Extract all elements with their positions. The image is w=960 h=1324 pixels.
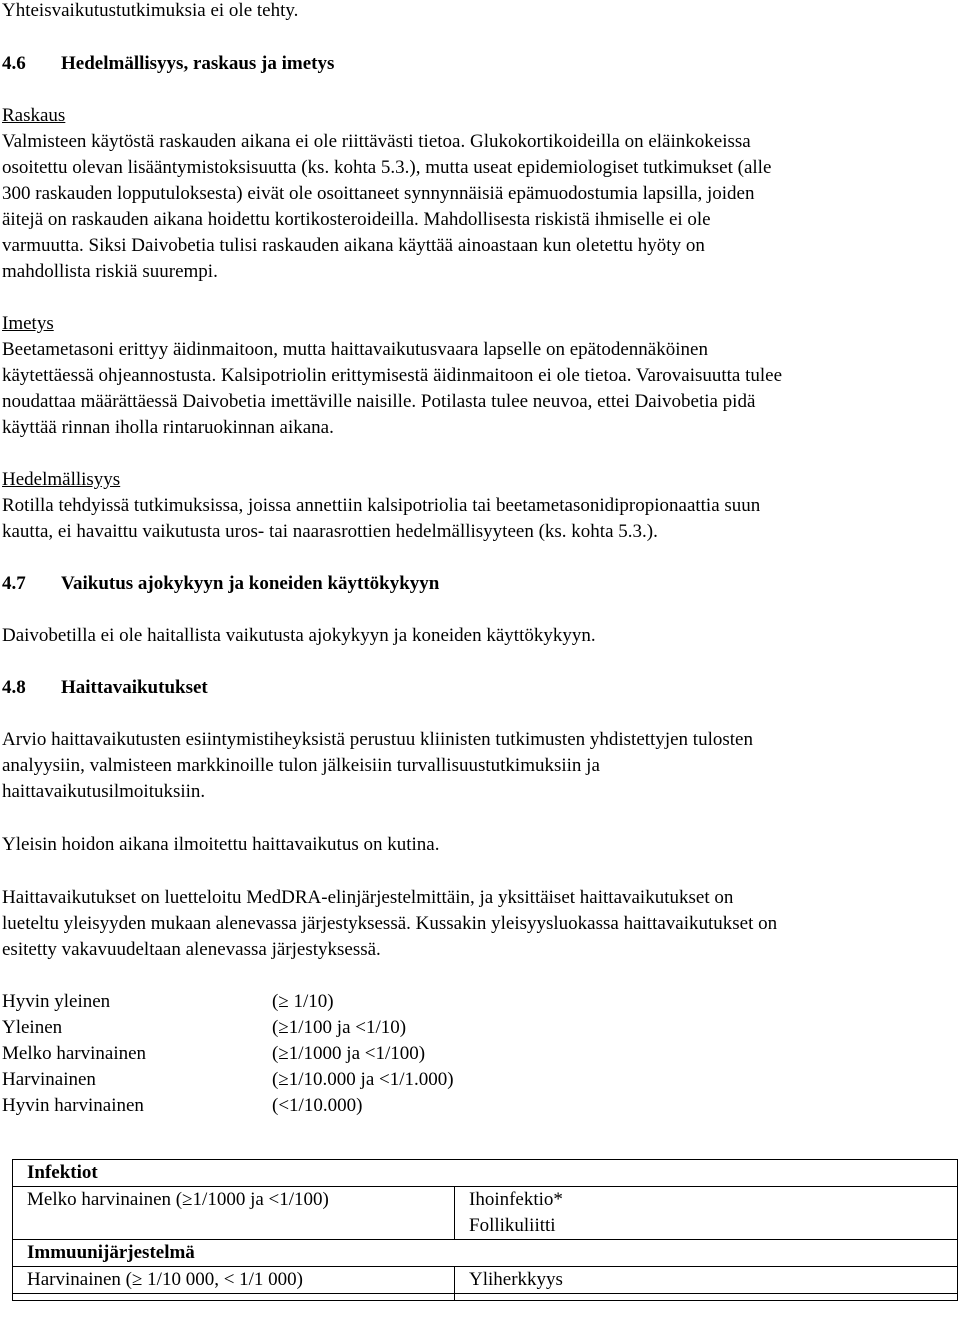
raskaus-line: varmuutta. Siksi Daivobetia tulisi raskauden aikana käyttää ainoastaan kun oletettu hyöty on xyxy=(2,235,705,256)
paragraph-line: haittavaikutusilmoituksiin. xyxy=(2,781,206,802)
organ-class-heading: Immuunijärjestelmä xyxy=(13,1240,958,1267)
raskaus-line: 300 raskauden lopputuloksesta) eivät ole osoittaneet synnynnäisiä epämuodostumia lapsilla, joiden xyxy=(2,183,755,204)
imetys-line: käytettäessä ohjeannostusta. Kalsipotriolin erittymisestä äidinmaitoon ei ole tietoa. Varovaisuutta tulee xyxy=(2,365,783,386)
frequency-range: (≥ 1/10) xyxy=(272,991,334,1012)
paragraph-line: analyysiin, valmisteen markkinoille tulon jälkeisiin turvallisuustutkimuksiin ja xyxy=(2,755,600,776)
imetys-line: noudattaa määrättäessä Daivobetia imettäville naisille. Potilasta tulee neuvoa, ettei Daivobetia pidä xyxy=(2,391,756,412)
intro-text: Yhteisvaikutustutkimuksia ei ole tehty. xyxy=(2,0,299,21)
raskaus-line: mahdollista riskiä suurempi. xyxy=(2,261,218,282)
section-title: Vaikutus ajokykyyn ja koneiden käyttökykyyn xyxy=(61,573,440,594)
paragraph-line: esitetty vakavuudeltaan alenevassa järjestyksessä. xyxy=(2,939,381,960)
section-number: 4.8 xyxy=(2,677,26,698)
paragraph-line: lueteltu yleisyyden mukaan alenevassa järjestyksessä. Kussakin yleisyysluokassa haittavaikutukset on xyxy=(2,913,778,934)
paragraph-line: Haittavaikutukset on luetteloitu MedDRA-elinjärjestelmittäin, ja yksittäiset haittavaikutukset on xyxy=(2,887,734,908)
frequency-cell: Melko harvinainen (≥1/1000 ja <1/100) xyxy=(13,1187,455,1240)
paragraph-line: Arvio haittavaikutusten esiintymistiheyksistä perustuu kliinisten tutkimusten yhdistettyjen tulosten xyxy=(2,729,753,750)
raskaus-line: äitejä on raskauden aikana hoidettu kortikosteroideilla. Mahdollisesta riskistä ihmiselle ei ole xyxy=(2,209,711,230)
organ-class-heading: Infektiot xyxy=(13,1160,958,1187)
document-page xyxy=(2,0,952,1119)
hedelmallisyys-heading: Hedelmällisyys xyxy=(2,469,121,490)
raskaus-heading: Raskaus xyxy=(2,105,66,126)
section-4-8-heading xyxy=(2,675,952,701)
frequency-list xyxy=(2,989,952,1119)
frequency-range: (<1/10.000) xyxy=(272,1095,363,1116)
table-row xyxy=(13,1187,958,1240)
effects-cell: Yliherkkyys xyxy=(455,1267,958,1294)
raskaus-line: osoitettu olevan lisääntymistoksisuutta (ks. kohta 5.3.), mutta useat epidemiologiset tutkimukset (alle xyxy=(2,157,772,178)
section-number: 4.7 xyxy=(2,573,26,594)
section-4-7-heading xyxy=(2,571,952,597)
imetys-heading: Imetys xyxy=(2,313,54,334)
section-title: Haittavaikutukset xyxy=(61,677,208,698)
hedelmallisyys-line: kautta, ei havaittu vaikutusta uros- tai naarasrottien hedelmällisyyteen (ks. kohta 5.3.). xyxy=(2,521,658,542)
frequency-label: Hyvin yleinen xyxy=(2,991,111,1012)
section-4-6-heading xyxy=(2,51,952,77)
table-spacer xyxy=(13,1294,455,1301)
table-spacer xyxy=(455,1294,958,1301)
table-row xyxy=(13,1160,958,1187)
table-row xyxy=(13,1294,958,1301)
frequency-label: Hyvin harvinainen xyxy=(2,1095,144,1116)
imetys-line: käyttää rinnan iholla rintaruokinnan aikana. xyxy=(2,417,334,438)
frequency-range: (≥1/100 ja <1/10) xyxy=(272,1017,407,1038)
imetys-line: Beetametasoni erittyy äidinmaitoon, mutta haittavaikutusvaara lapselle on epätodennäköinen xyxy=(2,339,708,360)
effects-cell xyxy=(455,1187,958,1240)
frequency-label: Yleinen xyxy=(2,1017,63,1038)
section-title: Hedelmällisyys, raskaus ja imetys xyxy=(61,53,335,74)
adverse-effects-table xyxy=(12,1159,958,1301)
effect-item: Ihoinfektio* xyxy=(469,1189,563,1210)
paragraph-line: Yleisin hoidon aikana ilmoitettu haittavaikutus on kutina. xyxy=(2,834,440,855)
hedelmallisyys-line: Rotilla tehdyissä tutkimuksissa, joissa annettiin kalsipotriolia tai beetametasonidipropionaattia suun xyxy=(2,495,761,516)
frequency-range: (≥1/1000 ja <1/100) xyxy=(272,1043,426,1064)
effect-item: Follikuliitti xyxy=(469,1215,556,1236)
frequency-label: Melko harvinainen xyxy=(2,1043,147,1064)
frequency-label: Harvinainen xyxy=(2,1069,96,1090)
frequency-cell: Harvinainen (≥ 1/10 000, < 1/1 000) xyxy=(13,1267,455,1294)
table-row xyxy=(13,1240,958,1267)
frequency-range: (≥1/10.000 ja <1/1.000) xyxy=(272,1069,454,1090)
raskaus-line: Valmisteen käytöstä raskauden aikana ei ole riittävästi tietoa. Glukokortikoideilla on eläinkokeissa xyxy=(2,131,751,152)
table-row xyxy=(13,1267,958,1294)
section-4-7-text: Daivobetilla ei ole haitallista vaikutusta ajokykyyn ja koneiden käyttökykyyn. xyxy=(2,625,596,646)
section-number: 4.6 xyxy=(2,53,26,74)
